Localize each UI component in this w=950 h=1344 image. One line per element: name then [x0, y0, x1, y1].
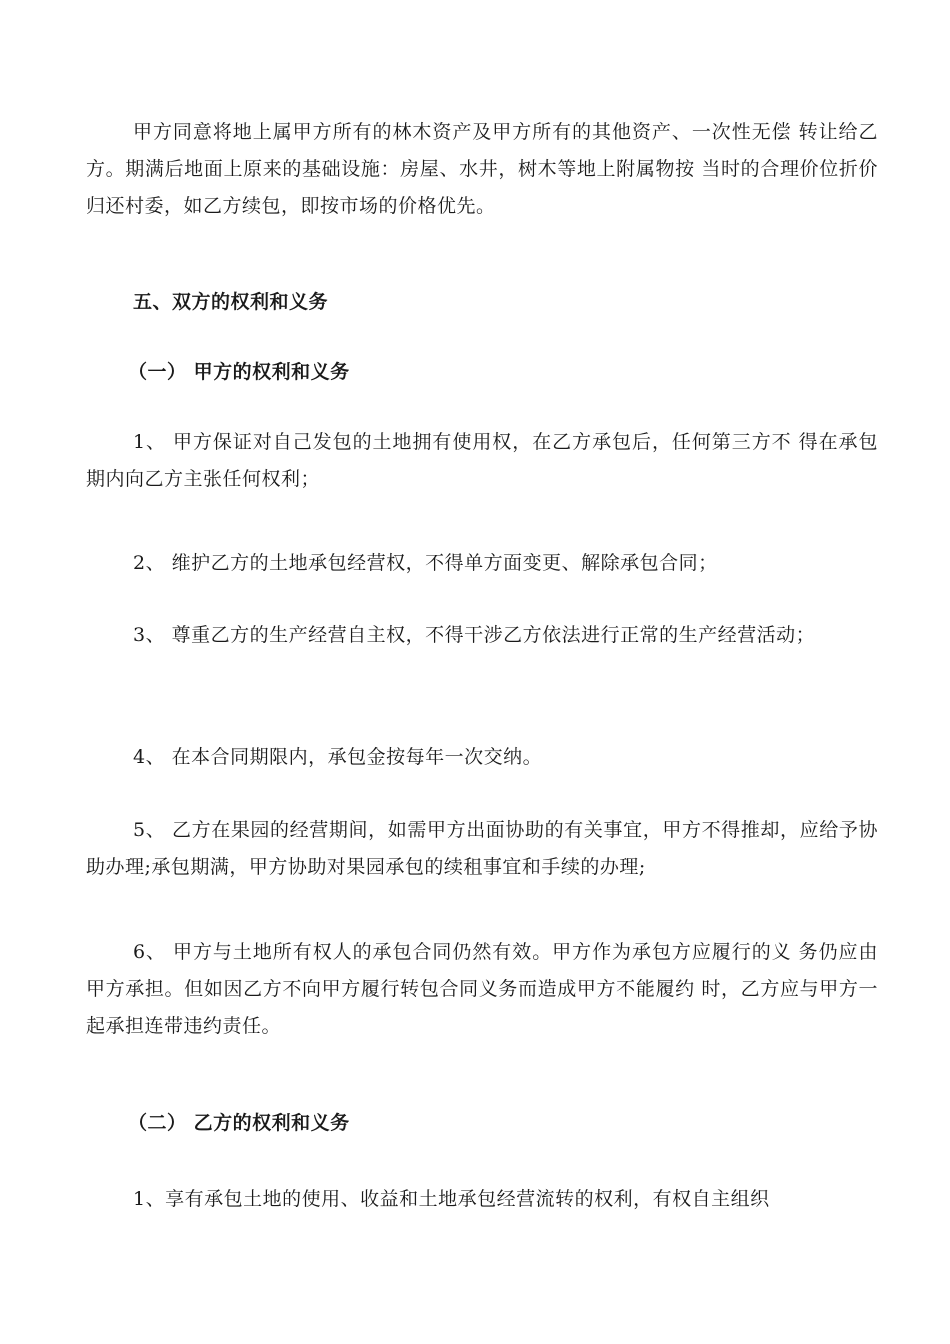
party-b-item-1: 1、享有承包土地的使用、收益和土地承包经营流转的权利，有权自主组织 [133, 1188, 770, 1210]
section-five-title: 五、双方的权利和义务 [133, 291, 329, 313]
party-a-item-4: 4、 在本合同期限内，承包金按每年一次交纳。 [133, 746, 543, 768]
party-b-title: （二） 乙方的权利和义务 [128, 1112, 350, 1134]
party-a-item-5: 5、 乙方在果园的经营期间，如需甲方出面协助的有关事宜，甲方不得推却，应给予协助办理;承包期满，甲方协助对果园承包的续租事宜和手续的办理; [86, 819, 878, 878]
party-a-item-2: 2、 维护乙方的土地承包经营权，不得单方面变更、解除承包合同； [133, 552, 718, 574]
party-a-item-6: 6、 甲方与土地所有权人的承包合同仍然有效。甲方作为承包方应履行的义 务仍应由甲方承担。但如因乙方不向甲方履行转包合同义务而造成甲方不能履约 时，乙方应与甲方一起承担连带违约责任。 [86, 941, 878, 1037]
party-a-title: （一） 甲方的权利和义务 [128, 361, 350, 383]
party-a-item-3: 3、 尊重乙方的生产经营自主权，不得干涉乙方依法进行正常的生产经营活动； [133, 624, 816, 646]
party-a-item-1: 1、 甲方保证对自己发包的土地拥有使用权，在乙方承包后，任何第三方不 得在承包期内向乙方主张任何权利； [86, 431, 878, 490]
asset-transfer-paragraph: 甲方同意将地上属甲方所有的林木资产及甲方所有的其他资产、一次性无偿 转让给乙方。期满后地面上原来的基础设施：房屋、水井，树木等地上附属物按 当时的合理价位折价归还村委，如乙方续包，即按市场的价格优先。 [86, 121, 878, 217]
